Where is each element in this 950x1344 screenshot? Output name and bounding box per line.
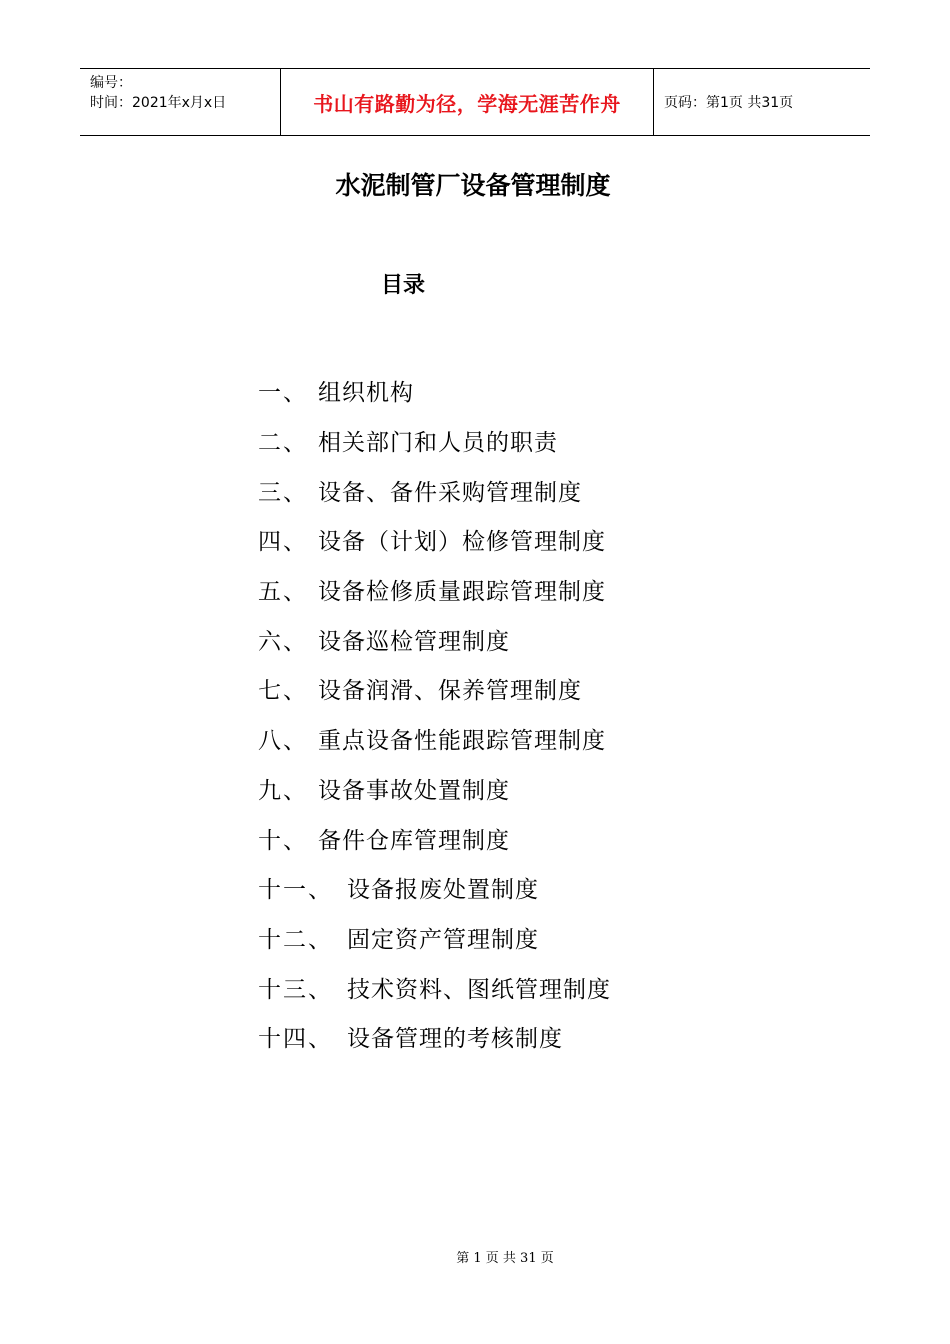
page-footer: 第 1 页 共 31 页: [456, 1251, 554, 1266]
toc-item-label: 相关部门和人员的职责: [318, 430, 558, 457]
document-header-table: [80, 68, 870, 136]
toc-item-number: 七、: [258, 678, 308, 705]
toc-item: [258, 515, 611, 565]
toc-item-number: 十四、: [258, 1026, 333, 1053]
toc-item-label: 组织机构: [318, 380, 414, 407]
toc-item-number: 五、: [258, 579, 308, 606]
document-title: 水泥制管厂设备管理制度: [335, 171, 611, 200]
motto-text: 书山有路勤为径，学海无涯苦作舟: [313, 91, 621, 116]
header-motto-cell: [281, 69, 654, 135]
toc-item: [258, 813, 611, 863]
toc-item-label: 设备管理的考核制度: [347, 1026, 563, 1053]
toc-item-label: 固定资产管理制度: [347, 926, 539, 953]
toc-item: [258, 714, 611, 764]
toc-item: [258, 913, 611, 963]
toc-item-number: 十一、: [258, 877, 333, 904]
header-meta-cell: [80, 69, 281, 135]
toc-heading: 目录: [380, 273, 425, 298]
toc-item-number: 二、: [258, 430, 308, 457]
toc-item-number: 六、: [258, 628, 308, 655]
page-info-text: 页码：第1页 共31页: [664, 95, 794, 111]
toc-item-label: 设备检修质量跟踪管理制度: [318, 579, 606, 606]
toc-item-number: 十、: [258, 827, 308, 854]
toc-item: [258, 465, 611, 515]
toc-item-number: 三、: [258, 479, 308, 506]
toc-item-number: 八、: [258, 728, 308, 755]
toc-item: [258, 565, 611, 615]
toc-item: [258, 764, 611, 814]
toc-item-number: 十三、: [258, 976, 333, 1003]
toc-item-label: 重点设备性能跟踪管理制度: [318, 728, 606, 755]
toc-item-label: 设备（计划）检修管理制度: [318, 529, 606, 556]
toc-item-label: 技术资料、图纸管理制度: [347, 976, 611, 1003]
toc-item-number: 四、: [258, 529, 308, 556]
toc-item: [258, 664, 611, 714]
serial-number-label: 编号：: [90, 75, 132, 91]
header-page-cell: [654, 69, 870, 135]
toc-item: [258, 416, 611, 466]
toc-item-label: 设备事故处置制度: [318, 777, 510, 804]
toc-item-number: 一、: [258, 380, 308, 407]
toc-item-label: 设备报废处置制度: [347, 877, 539, 904]
time-label: 时间：2021年x月x日: [90, 95, 227, 111]
toc-item-label: 设备润滑、保养管理制度: [318, 678, 582, 705]
toc-item-label: 设备、备件采购管理制度: [318, 479, 582, 506]
toc-item: [258, 1012, 611, 1062]
toc-item: [258, 962, 611, 1012]
toc-item-number: 十二、: [258, 926, 333, 953]
toc-item-label: 备件仓库管理制度: [318, 827, 510, 854]
toc-item-number: 九、: [258, 777, 308, 804]
toc-item-label: 设备巡检管理制度: [318, 628, 510, 655]
toc-item: [258, 614, 611, 664]
table-of-contents: [258, 366, 611, 1062]
toc-item: [258, 366, 611, 416]
toc-item: [258, 863, 611, 913]
